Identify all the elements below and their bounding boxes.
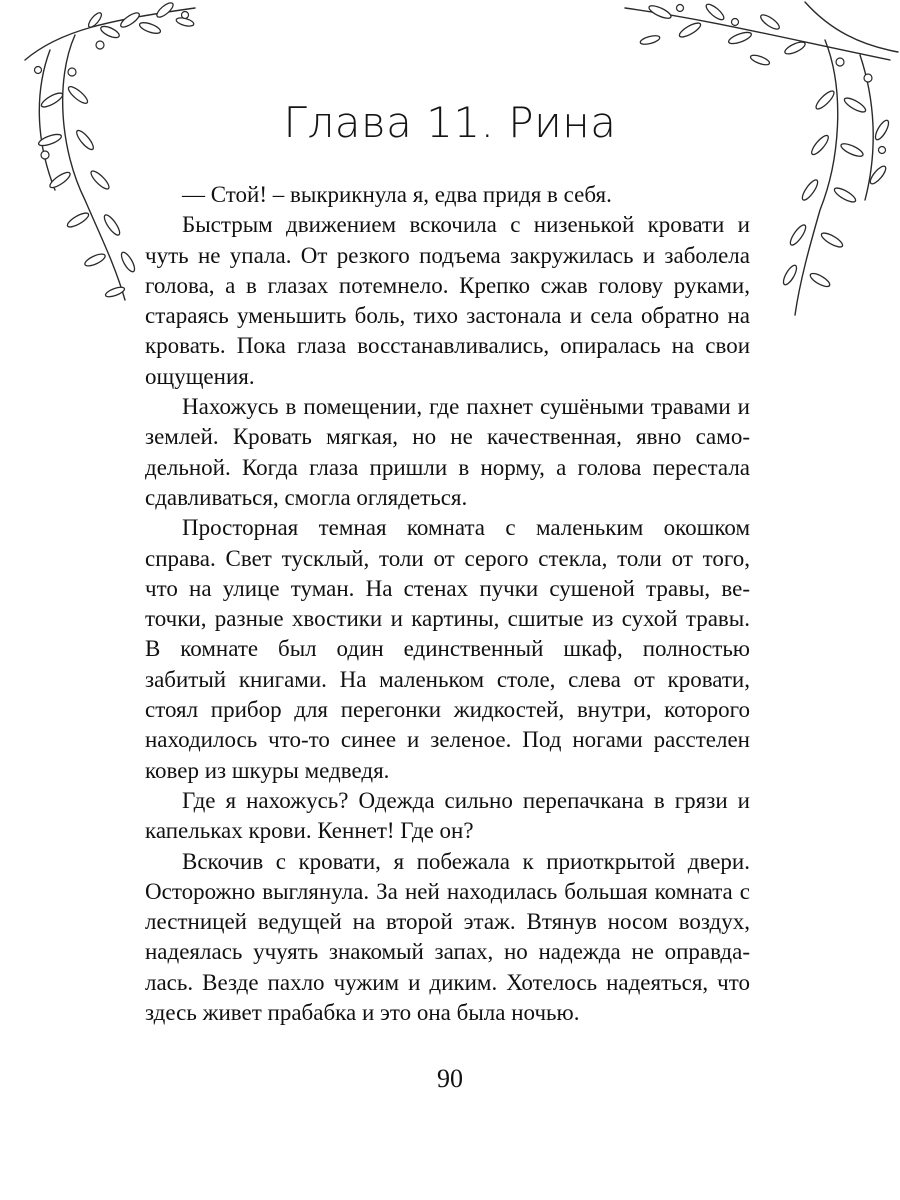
paragraph: Быстрым движением вскочила с низенькой кровати и чуть не упала. От резкого подъема закружилась и заболела голова, а в глазах потемнело. Крепко сжав голову руками, стараясь уменьшить боль, тихо застонала и села обратно на кровать. Пока глаза восстанавливались, опиралась на свои ощущения. (145, 212, 750, 389)
chapter-text (145, 180, 750, 1028)
page-number: 90 (437, 1064, 463, 1093)
chapter-title: Глава 11. Рина (283, 98, 617, 147)
paragraph: Где я нахожусь? Одежда сильно перепачкана в грязи и капельках крови. Кеннет! Где он? (145, 787, 750, 844)
paragraph: — Стой! – выкрикнула я, едва придя в себя. (182, 182, 612, 207)
paragraph: Нахожусь в помещении, где пахнет сушёными травами и землей. Кровать мягкая, но не качественная, явно самодельной. Когда глаза пришли в норму, а голова перестала сдавливаться, смогла оглядеться. (145, 394, 750, 510)
paragraph: Вскочив с кровати, я побежала к приоткрытой двери. Осторожно выглянула. За ней находилась большая комната с лестницей ведущей на второй этаж. Втянув носом воздух, надеялась учуять знакомый запах, но надежда не оправдалась. Везде пахло чужим и диким. Хотелось надеяться, что здесь живет прабабка и это она была ночью. (145, 848, 750, 1026)
paragraph: Просторная темная комната с маленьким окошком справа. Свет тусклый, толи от серого стекла, толи от того, что на улице туман. На стенах пучки сушеной травы, веточки, разные хвостики и картины, сшитые из сухой травы. В комнате был один единственный шкаф, полностью забитый книгами. На маленьком столе, слева от кровати, стоял прибор для перегонки жидкостей, внутри, которого находилось что-то синее и зеленое. Под ногами расстелен ковер из шкуры медведя. (145, 515, 750, 783)
